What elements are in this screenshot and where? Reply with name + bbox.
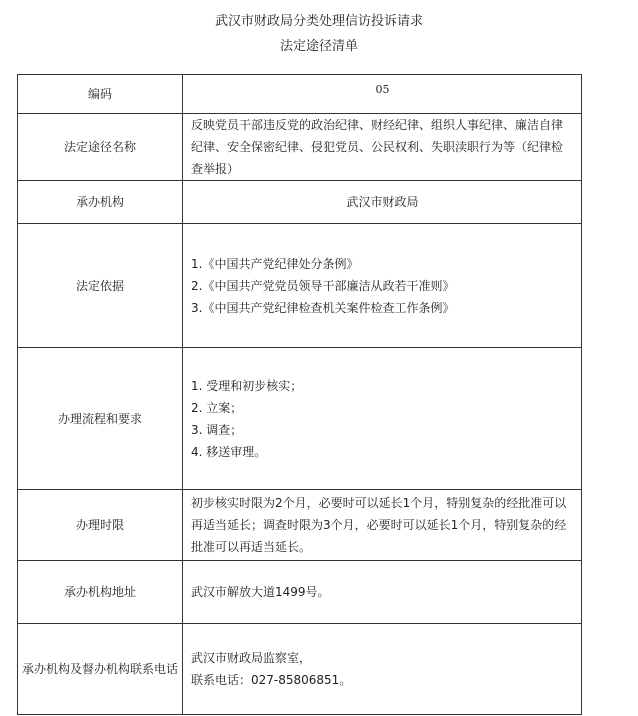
table-row-phone [18,624,582,715]
table-row-flow [18,348,582,490]
flow-step: 4. 移送审理。 [191,444,267,459]
basis-item: 1.《中国共产党纪律处分条例》 [191,256,359,271]
table-row-org [18,181,582,224]
basis-item: 2.《中国共产党党员领导干部廉洁从政若干准则》 [191,278,455,293]
label-phone: 承办机构及督办机构联系电话 [18,624,183,715]
basis-item: 3.《中国共产党纪律检查机关案件检查工作条例》 [191,300,455,315]
document-title: 武汉市财政局分类处理信访投诉请求 [214,14,423,29]
phone-line: 武汉市财政局监察室， [191,651,312,665]
label-time-limit: 办理时限 [18,490,183,561]
table-row-address [18,561,582,624]
table-row-name [18,114,582,181]
value-pathway-name: 反映党员干部违反党的政治纪律、财经纪律、组织人事纪律、廉洁自律纪律、安全保密纪律、侵犯党员、公民权利、失职渎职行为等（纪律检查举报） [183,114,582,181]
pathway-table [17,74,582,715]
label-pathway-name: 法定途径名称 [18,114,183,181]
value-org: 武汉市财政局 [183,181,582,224]
value-flow [183,348,582,490]
value-basis [183,224,582,348]
code-number: 05 [375,82,390,96]
table-row-code [18,75,582,114]
document-subtitle: 法定途径清单 [279,39,358,54]
phone-line: 联系电话：027-85806851。 [191,673,352,687]
value-phone [183,624,582,715]
flow-step: 1. 受理和初步核实； [191,378,303,393]
label-basis: 法定依据 [18,224,183,348]
flow-step: 3. 调查； [191,422,243,437]
label-flow: 办理流程和要求 [18,348,183,490]
value-time-limit: 初步核实时限为2个月，必要时可以延长1个月，特别复杂的经批准可以再适当延长；调查时限为3个月，必要时可以延长1个月，特别复杂的经批准可以再适当延长。 [183,490,582,561]
table-row-time [18,490,582,561]
table-row-basis [18,224,582,348]
label-address: 承办机构地址 [18,561,183,624]
flow-step: 2. 立案； [191,400,243,415]
value-address: 武汉市解放大道1499号。 [183,561,582,624]
label-org: 承办机构 [18,181,183,224]
value-code [183,75,582,114]
label-code: 编码 [18,75,183,114]
